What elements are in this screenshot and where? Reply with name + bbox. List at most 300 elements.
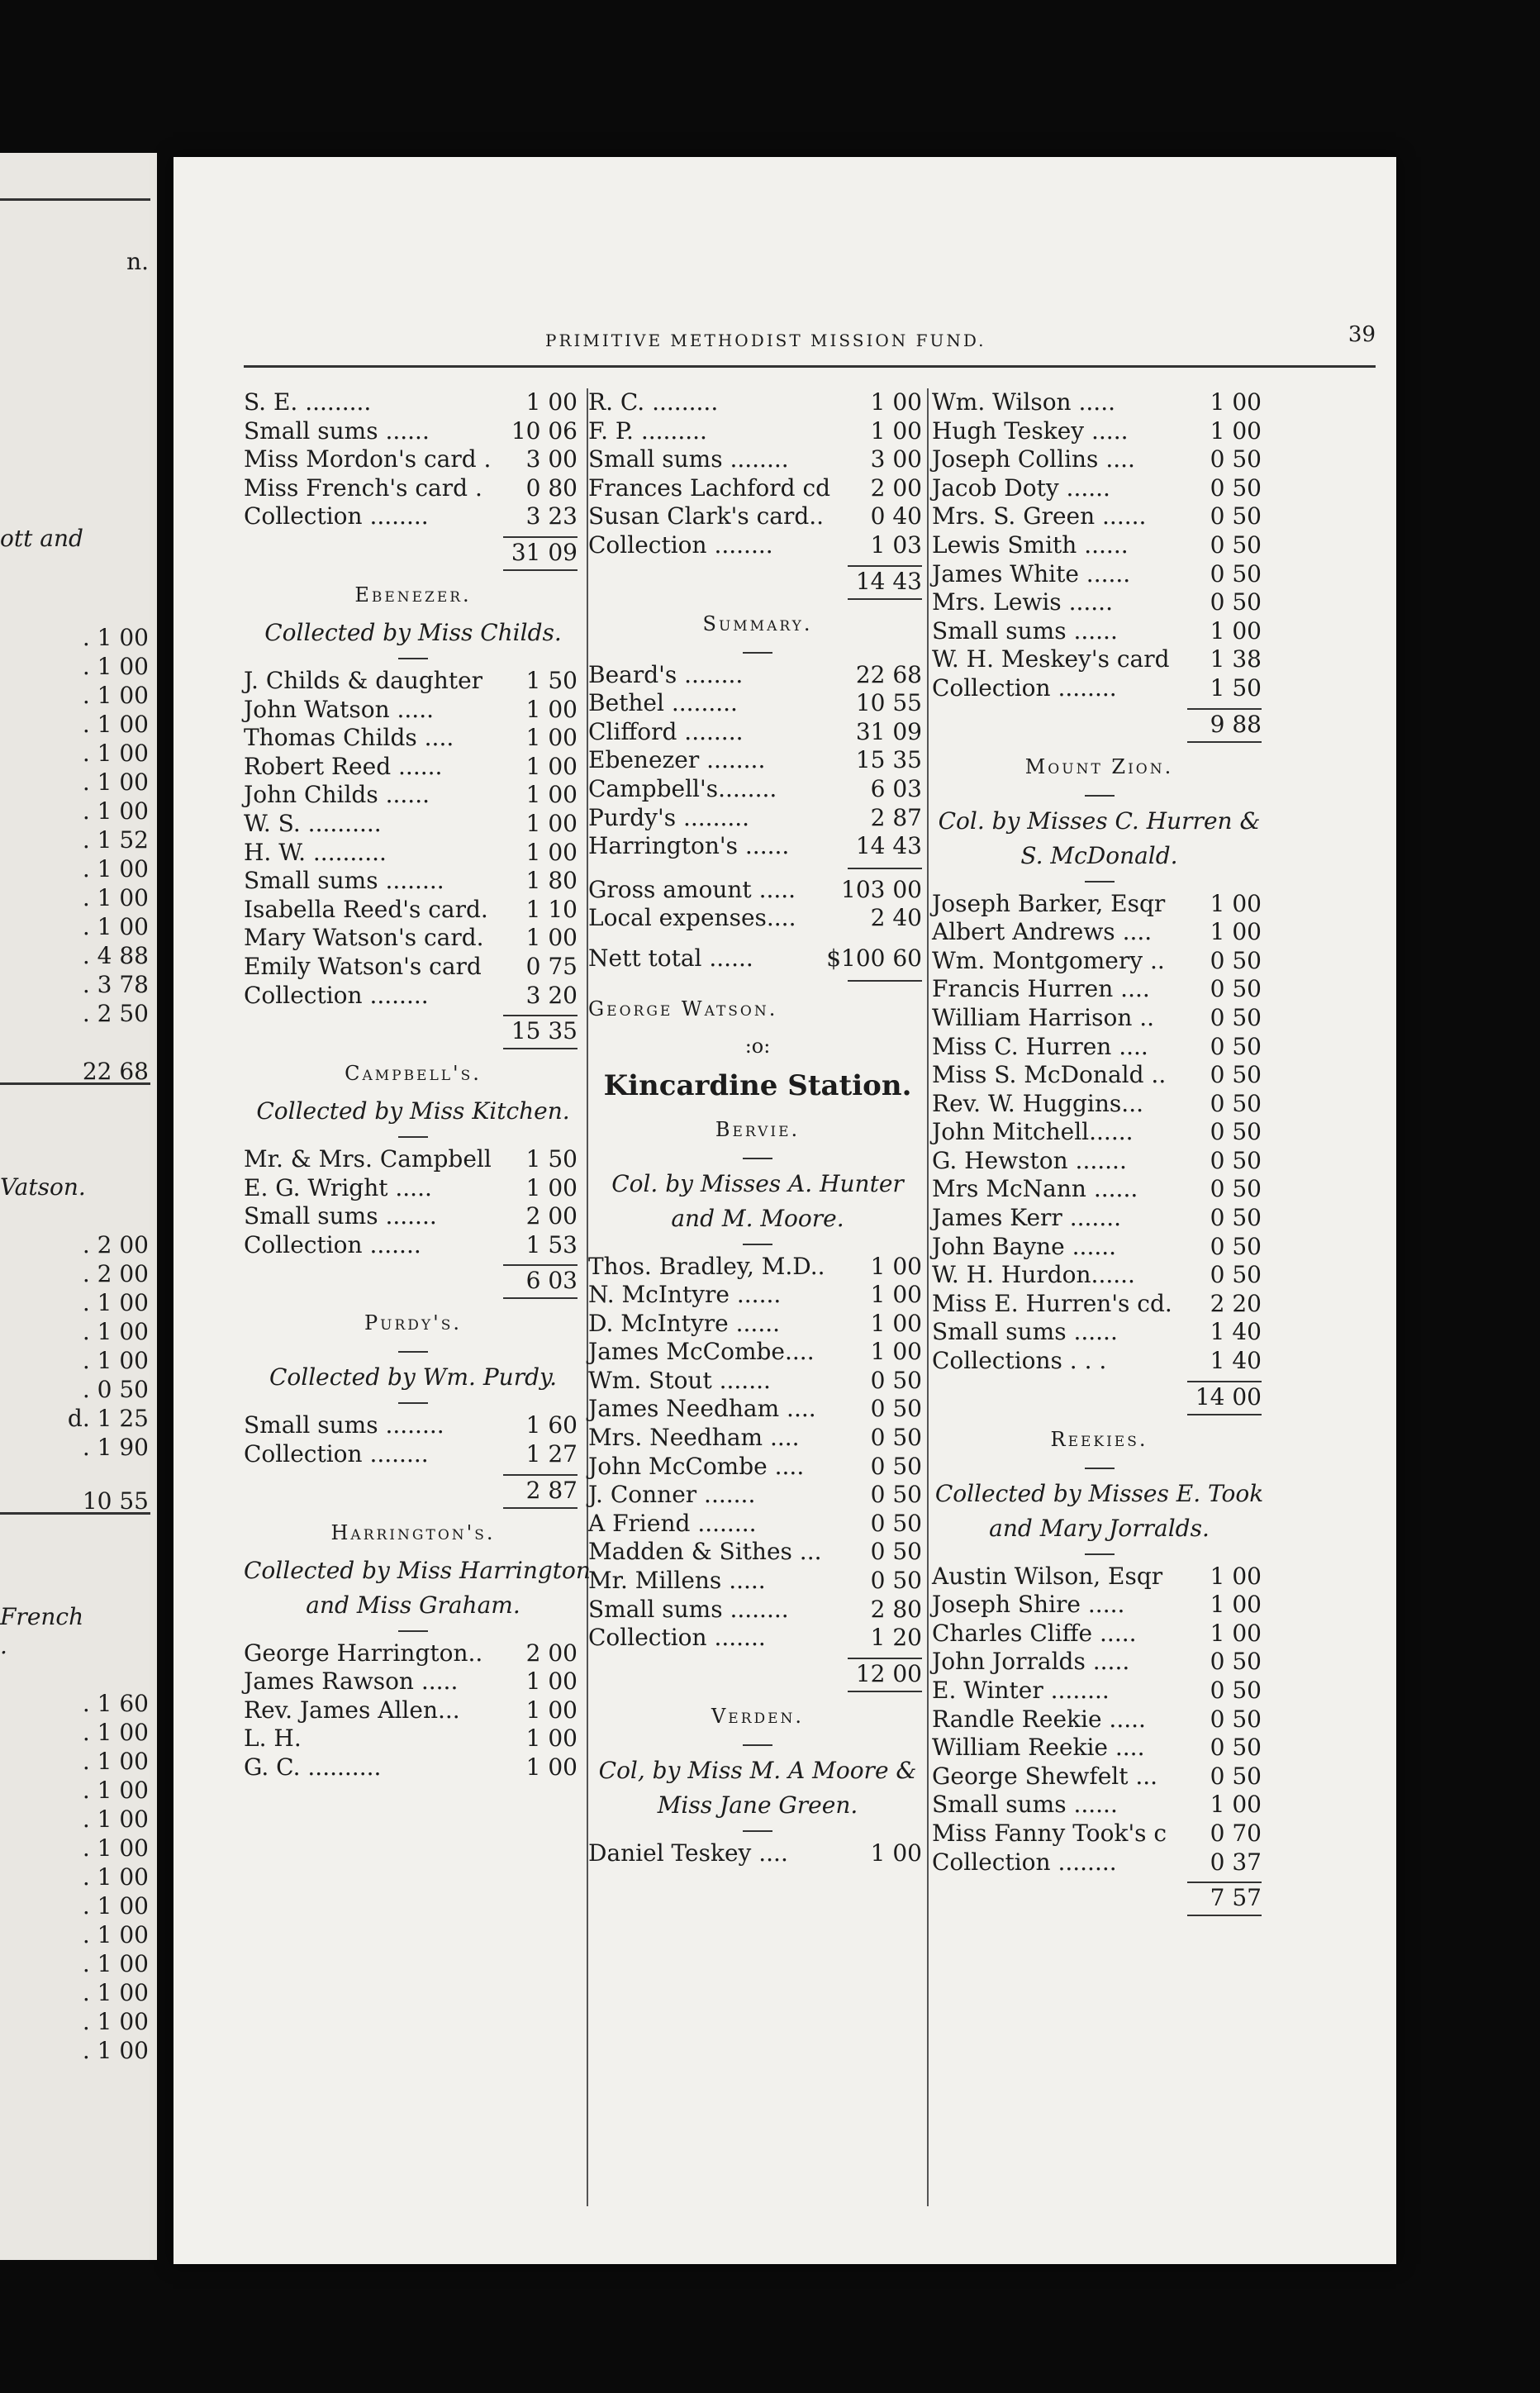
column-2 [588, 388, 927, 1867]
ledger-row [244, 753, 582, 782]
entry-name: Mr. & Mrs. Campbell [244, 1145, 492, 1173]
ledger-row [932, 1033, 1267, 1062]
entry-name: Purdy's ......... [588, 803, 750, 831]
section-heading: Campbell's. [345, 1062, 482, 1086]
ledger-page [173, 157, 1396, 2264]
entry-name: Wm. Stout ....... [588, 1366, 771, 1394]
entry-amount: 0 50 [1210, 1175, 1262, 1203]
ledger-row [932, 502, 1267, 531]
collector-note: Collected by Miss Childs. [264, 618, 562, 646]
entry-amount: 1 00 [525, 1667, 578, 1696]
ledger-row [932, 1706, 1267, 1734]
entry-name: Lewis Smith ...... [932, 530, 1129, 559]
section-total [588, 1653, 927, 1696]
entry-amount: 1 00 [870, 1338, 922, 1366]
collector-note: Col. by Misses C. Hurren & [938, 806, 1261, 835]
ledger-row [588, 1839, 927, 1868]
ledger-row [244, 445, 582, 474]
ledger-row [244, 839, 582, 868]
fragment-text: . 1 00 [82, 740, 149, 767]
entry-name: Joseph Barker, Esqr [932, 889, 1166, 917]
entry-name: Harrington's ...... [588, 832, 790, 860]
entry-amount: 0 50 [870, 1452, 922, 1480]
entry-name: Collection ........ [244, 981, 429, 1009]
fragment-text: . 1 90 [82, 1434, 149, 1461]
fragment-text: . 1 00 [82, 653, 149, 680]
fragment-text: . 1 00 [82, 1777, 149, 1804]
fragment-text: . 4 88 [82, 942, 149, 969]
ledger-row [932, 1620, 1267, 1648]
entry-amount: 1 00 [525, 1173, 578, 1201]
fragment-text: . 1 52 [82, 826, 149, 854]
ledger-row [588, 1367, 927, 1396]
ledger-row [588, 531, 927, 560]
entry-amount: 0 50 [1210, 1734, 1262, 1762]
ledger-row [588, 832, 927, 861]
entry-name: Susan Clark's card.. [588, 502, 825, 530]
collector-note: Collected by Miss Kitchen. [256, 1097, 570, 1125]
entry-name: L. H. [244, 1725, 302, 1753]
fragment-text: . 1 00 [82, 1347, 149, 1374]
ledger-row [244, 667, 582, 696]
section-heading: Mount Zion. [1024, 754, 1174, 778]
ledger-row [244, 982, 582, 1011]
section-divider: :o: [744, 1034, 771, 1058]
ledger-row [588, 417, 927, 446]
ledger-row [932, 1261, 1267, 1290]
entry-name: Isabella Reed's card. [244, 895, 488, 923]
entry-amount: 1 03 [870, 530, 922, 559]
ledger-row [244, 1725, 582, 1753]
entry-name: James Needham .... [588, 1395, 816, 1423]
entry-amount: 2 20 [1210, 1289, 1262, 1317]
entry-amount: 1 00 [1210, 1591, 1262, 1619]
ledger-row [932, 1233, 1267, 1262]
entry-amount: 1 00 [1210, 889, 1262, 917]
entry-name: S. E. ......... [244, 388, 372, 416]
entry-name: R. C. ......... [588, 388, 719, 416]
ledger-row [588, 502, 927, 531]
entry-name: John Jorralds ..... [932, 1648, 1130, 1676]
entry-amount: 1 50 [525, 1145, 578, 1173]
entry-name: Collection ........ [588, 530, 773, 559]
ledger-row [588, 718, 927, 747]
entry-name: Nett total ...... [588, 944, 753, 972]
ledger-row [244, 1696, 582, 1725]
ledger-row [932, 617, 1267, 646]
section-heading: Purdy's. [364, 1311, 462, 1335]
sum-rule [588, 861, 927, 876]
fragment-text: n. [126, 248, 149, 275]
entry-amount: 1 00 [870, 1281, 922, 1309]
entry-name: Small sums ........ [588, 1595, 789, 1623]
fragment-text: . 1 00 [82, 711, 149, 738]
entry-name: Miss C. Hurren .... [932, 1032, 1148, 1060]
ledger-row [588, 876, 927, 905]
entry-name: W. H. Meskey's card [932, 645, 1170, 673]
entry-name: James Rawson ..... [244, 1667, 459, 1696]
ledger-row [244, 896, 582, 925]
entry-amount: 1 00 [525, 809, 578, 837]
ledger-row [932, 1848, 1267, 1877]
ledger-row [588, 746, 927, 775]
entry-amount: 1 00 [1210, 1791, 1262, 1819]
entry-amount: 1 00 [525, 838, 578, 866]
entry-name: Collection ........ [244, 1440, 429, 1468]
ledger-row [932, 1061, 1267, 1090]
entry-name: H. W. .......... [244, 838, 387, 866]
station-title: Kincardine Station. [603, 1068, 912, 1102]
entry-amount: 1 00 [870, 1309, 922, 1337]
ledger-row [932, 674, 1267, 703]
fragment-text: ott and [0, 525, 83, 552]
entry-amount: 0 50 [1210, 1648, 1262, 1676]
entry-name: Emily Watson's card [244, 952, 482, 980]
ledger-row [932, 1563, 1267, 1591]
column-separator [927, 388, 929, 2206]
fragment-text: . [0, 1632, 7, 1659]
ledger-row [588, 775, 927, 804]
fragment-text: . 1 00 [82, 1921, 149, 1948]
entry-amount: 0 50 [1210, 1261, 1262, 1289]
short-rule [588, 1236, 927, 1253]
entry-name: Collection ....... [588, 1624, 766, 1652]
entry-amount: 0 50 [1210, 1677, 1262, 1704]
entry-amount: 0 50 [1210, 1061, 1262, 1089]
entry-name: Charles Cliffe ..... [932, 1619, 1137, 1647]
entry-amount: 22 68 [855, 660, 922, 688]
entry-name: Beard's ........ [588, 660, 744, 688]
entry-name: Daniel Teskey .... [588, 1839, 788, 1867]
entry-name: Small sums ........ [588, 445, 789, 473]
short-rule [932, 1546, 1267, 1563]
ledger-row [588, 1310, 927, 1339]
entry-name: Miss E. Hurren's cd. [932, 1289, 1172, 1317]
collector-note: S. McDonald. [1020, 841, 1178, 869]
fragment-text: . 1 00 [82, 884, 149, 911]
ledger-row [244, 1202, 582, 1231]
collector-note: and Mary Jorralds. [989, 1514, 1210, 1542]
entry-name: James McCombe.... [588, 1338, 815, 1366]
column-3 [932, 388, 1267, 1920]
short-rule [932, 787, 1267, 804]
entry-amount: 1 00 [870, 1839, 922, 1867]
ledger-row [932, 975, 1267, 1004]
entry-amount: 1 27 [525, 1440, 578, 1468]
entry-amount: 2 00 [525, 1639, 578, 1667]
entry-amount: 1 00 [870, 388, 922, 416]
section-total [932, 703, 1267, 746]
fragment-text: d. 1 25 [67, 1405, 149, 1432]
entry-name: Mr. Millens ..... [588, 1567, 766, 1595]
fragment-text: . 1 00 [82, 624, 149, 651]
entry-amount: 1 00 [1210, 918, 1262, 946]
entry-name: Mrs. S. Green ...... [932, 502, 1147, 530]
signature: George Watson. [588, 997, 778, 1020]
entry-name: Small sums ...... [932, 1318, 1118, 1346]
ledger-row [244, 953, 582, 982]
entry-name: George Harrington.. [244, 1639, 483, 1667]
ledger-row [932, 1734, 1267, 1763]
entry-name: Collection ........ [932, 1848, 1117, 1876]
fragment-text: . 1 00 [82, 1834, 149, 1862]
ledger-row [588, 1596, 927, 1625]
fragment-text: . 0 50 [82, 1376, 149, 1403]
entry-amount: 0 50 [1210, 975, 1262, 1003]
total-amount: 12 00 [855, 1659, 922, 1687]
entry-name: Ebenezer ........ [588, 746, 766, 774]
ledger-row [932, 474, 1267, 503]
entry-amount: 0 50 [870, 1481, 922, 1509]
entry-amount: 10 06 [511, 416, 578, 445]
entry-name: Thomas Childs .... [244, 724, 454, 752]
ledger-row [932, 1118, 1267, 1147]
ledger-row [588, 1424, 927, 1453]
fragment-text: 22 68 [82, 1058, 149, 1085]
ledger-row [932, 1290, 1267, 1319]
ledger-row [932, 1204, 1267, 1233]
ledger-row [588, 1453, 927, 1482]
total-amount: 2 87 [525, 1476, 578, 1504]
section-total [244, 1010, 582, 1053]
entry-amount: $100 60 [826, 944, 922, 972]
ledger-row [588, 388, 927, 417]
entry-amount: 1 50 [525, 666, 578, 694]
entry-name: John McCombe .... [588, 1452, 805, 1480]
entry-name: Collections . . . [932, 1347, 1107, 1375]
ledger-row [244, 388, 582, 417]
ledger-row [588, 1281, 927, 1310]
entry-amount: 1 00 [1210, 416, 1262, 445]
entry-name: Mrs McNann ...... [932, 1175, 1138, 1203]
entry-amount: 0 50 [1210, 588, 1262, 616]
entry-name: E. Winter ........ [932, 1677, 1110, 1704]
sum-rule [588, 973, 927, 988]
entry-amount: 2 40 [870, 904, 922, 932]
ledger-row [244, 810, 582, 839]
ledger-row [244, 696, 582, 725]
entry-amount: 1 00 [870, 416, 922, 445]
section-heading: Reekies. [1050, 1427, 1148, 1451]
collector-note: Collected by Miss Harrington [244, 1556, 591, 1584]
entry-name: Madden & Sithes ... [588, 1538, 822, 1566]
entry-name: A Friend ........ [588, 1509, 757, 1537]
ledger-row [932, 588, 1267, 617]
total-amount: 6 03 [525, 1267, 578, 1295]
fragment-text: . 1 00 [82, 1318, 149, 1345]
entry-amount: 1 40 [1210, 1318, 1262, 1346]
entry-name: Joseph Collins .... [932, 445, 1135, 473]
entry-name: Rev. James Allen... [244, 1696, 460, 1724]
entry-amount: 3 20 [525, 981, 578, 1009]
entry-amount: 1 10 [525, 895, 578, 923]
entry-amount: 0 50 [1210, 946, 1262, 974]
entry-amount: 0 37 [1210, 1848, 1262, 1876]
section-heading: Ebenezer. [354, 583, 472, 607]
entry-name: James White ...... [932, 559, 1131, 588]
entry-amount: 3 00 [525, 445, 578, 473]
entry-amount: 1 20 [870, 1624, 922, 1652]
entry-name: John Mitchell...... [932, 1118, 1134, 1146]
short-rule [588, 1823, 927, 1839]
short-rule [244, 1129, 582, 1145]
column-1 [244, 388, 591, 1782]
fragment-text: . 1 00 [82, 2037, 149, 2064]
fragment-text: . 1 00 [82, 1289, 149, 1316]
entry-amount: 0 80 [525, 473, 578, 502]
short-rule [244, 1344, 582, 1360]
entry-name: Albert Andrews .... [932, 918, 1153, 946]
entry-amount: 10 55 [855, 689, 922, 717]
short-rule [588, 1737, 927, 1753]
entry-amount: 1 00 [525, 1753, 578, 1782]
short-rule [244, 1395, 582, 1411]
ledger-row [244, 1440, 582, 1469]
entry-amount: 1 00 [1210, 1562, 1262, 1590]
fragment-text: . 1 00 [82, 855, 149, 883]
total-amount: 14 00 [1195, 1382, 1262, 1411]
entry-amount: 1 80 [525, 867, 578, 895]
ledger-row [244, 417, 582, 446]
entry-amount: 1 00 [525, 724, 578, 752]
ledger-row [932, 1677, 1267, 1706]
ledger-row [588, 904, 927, 933]
entry-name: Local expenses.... [588, 904, 796, 932]
fragment-text: . 1 00 [82, 1863, 149, 1891]
entry-name: Clifford ........ [588, 717, 744, 745]
ledger-row [244, 1145, 582, 1174]
fragment-text: Vatson. [0, 1173, 86, 1201]
entry-name: James Kerr ....... [932, 1204, 1122, 1232]
ledger-row [932, 1175, 1267, 1204]
entry-name: Miss Fanny Took's c [932, 1819, 1167, 1847]
entry-amount: 6 03 [870, 774, 922, 802]
collector-note: Collected by Wm. Purdy. [269, 1363, 558, 1392]
entry-name: J. Conner ....... [588, 1481, 756, 1509]
entry-name: Joseph Shire ..... [932, 1591, 1125, 1619]
entry-name: Jacob Doty ...... [932, 473, 1110, 502]
entry-amount: 0 50 [1210, 1762, 1262, 1790]
total-amount: 9 88 [1210, 710, 1262, 738]
entry-name: F. P. ......... [588, 416, 707, 445]
entry-name: N. McIntyre ...... [588, 1281, 782, 1309]
total-amount: 7 57 [1210, 1884, 1262, 1912]
fragment-text: . 2 50 [82, 1000, 149, 1027]
ledger-row [244, 1667, 582, 1696]
page-number: 39 [1348, 322, 1376, 347]
ledger-row [932, 1591, 1267, 1620]
entry-name: Collection ........ [932, 673, 1117, 702]
ledger-row [588, 1395, 927, 1424]
fragment-text: . 1 00 [82, 1805, 149, 1833]
ledger-row [932, 560, 1267, 589]
fragment-rule [0, 1082, 150, 1085]
entry-amount: 1 00 [525, 388, 578, 416]
ledger-row [588, 445, 927, 474]
ledger-row [244, 1411, 582, 1440]
entry-amount: 0 70 [1210, 1819, 1262, 1847]
fragment-text: . 1 00 [82, 1748, 149, 1775]
entry-name: D. McIntyre ...... [588, 1309, 781, 1337]
entry-amount: 1 00 [1210, 616, 1262, 645]
fragment-text: . 1 00 [82, 1979, 149, 2006]
left-page-fragment [0, 153, 157, 2260]
entry-name: William Reekie .... [932, 1734, 1145, 1762]
entry-amount: 1 50 [1210, 673, 1262, 702]
entry-amount: 3 23 [525, 502, 578, 530]
short-rule [244, 1623, 582, 1639]
entry-amount: 0 50 [1210, 1003, 1262, 1031]
entry-amount: 0 50 [870, 1424, 922, 1452]
short-rule [588, 645, 927, 661]
entry-amount: 1 00 [525, 1725, 578, 1753]
entry-amount: 0 50 [1210, 559, 1262, 588]
entry-name: Austin Wilson, Esqr [932, 1562, 1163, 1590]
entry-name: Miss S. McDonald .. [932, 1061, 1167, 1089]
ledger-row [932, 1820, 1267, 1848]
section-total [244, 1469, 582, 1512]
entry-name: W. H. Hurdon...... [932, 1261, 1135, 1289]
entry-amount: 0 50 [1210, 502, 1262, 530]
entry-amount: 1 53 [525, 1230, 578, 1258]
ledger-row [932, 417, 1267, 446]
ledger-row [932, 947, 1267, 976]
fragment-text: . 1 00 [82, 1719, 149, 1746]
fragment-text: 10 55 [82, 1487, 149, 1515]
ledger-row [588, 804, 927, 833]
collector-note: Miss Jane Green. [657, 1791, 858, 1819]
ledger-row [932, 1090, 1267, 1119]
entry-name: Collection ........ [244, 502, 429, 530]
entry-amount: 0 50 [870, 1366, 922, 1394]
fragment-text: . 3 78 [82, 971, 149, 998]
entry-amount: 1 00 [525, 752, 578, 780]
entry-name: J. Childs & daughter [244, 666, 483, 694]
entry-amount: 0 50 [870, 1509, 922, 1537]
entry-name: Randle Reekie ..... [932, 1705, 1146, 1733]
entry-name: Mary Watson's card. [244, 924, 484, 952]
entry-name: Frances Lachford cd [588, 473, 831, 502]
entry-amount: 0 50 [1210, 1032, 1262, 1060]
ledger-row [932, 531, 1267, 560]
entry-name: Mrs. Needham .... [588, 1424, 800, 1452]
entry-amount: 31 09 [855, 717, 922, 745]
entry-amount: 103 00 [841, 875, 922, 903]
entry-amount: 0 50 [1210, 473, 1262, 502]
fragment-text: . 1 00 [82, 768, 149, 796]
ledger-row [244, 1753, 582, 1782]
ledger-row [244, 1231, 582, 1260]
entry-amount: 0 50 [870, 1395, 922, 1423]
ledger-row [588, 1481, 927, 1510]
entry-amount: 2 00 [870, 473, 922, 502]
fragment-text: . 2 00 [82, 1260, 149, 1287]
fragment-text: . 1 00 [82, 1950, 149, 1977]
ledger-row [932, 1648, 1267, 1677]
entry-name: Small sums ...... [932, 616, 1118, 645]
entry-amount: 1 00 [525, 781, 578, 809]
page-header: PRIMITIVE METHODIST MISSION FUND. [545, 331, 986, 350]
collector-note: Col, by Miss M. A Moore & [598, 1756, 917, 1784]
entry-amount: 2 80 [870, 1595, 922, 1623]
fragment-rule [0, 1512, 150, 1515]
entry-amount: 1 40 [1210, 1347, 1262, 1375]
ledger-row [588, 1510, 927, 1539]
entry-amount: 2 87 [870, 803, 922, 831]
short-rule [244, 650, 582, 667]
entry-name: G. C. .......... [244, 1753, 382, 1782]
ledger-row [588, 661, 927, 690]
